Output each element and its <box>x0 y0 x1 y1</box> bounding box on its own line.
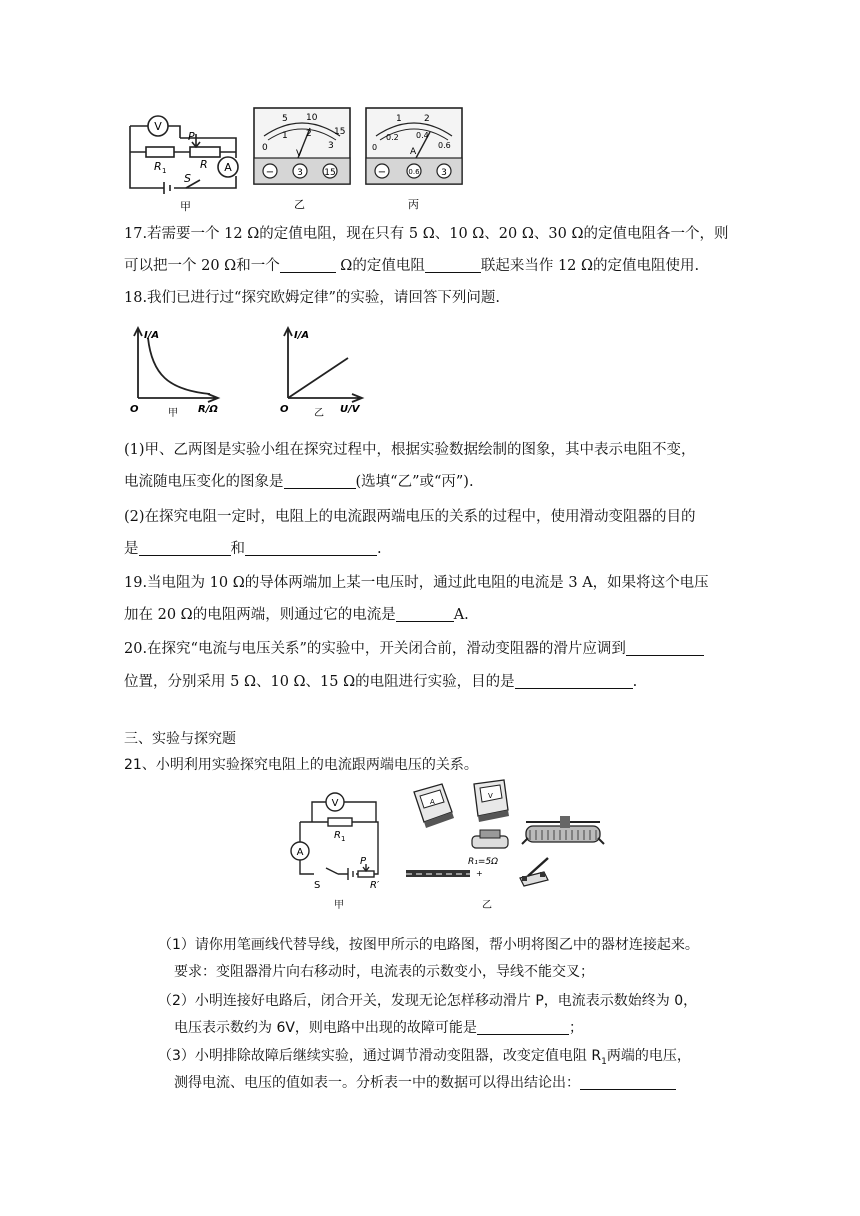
ammeter-bottom-tick-0: 0 <box>372 143 378 152</box>
ammeter-terminal-3: 3 <box>441 168 447 178</box>
q21-p3-line-1 <box>158 1046 691 1072</box>
q18-p1-line-1: (1)甲、乙两图是实验小组在探究过程中，根据实验数据绘制的图象，其中表示电阻不变， <box>124 442 696 458</box>
q20-line-1 <box>124 639 704 659</box>
q20-text-1: 20.在探究“电流与电压关系”的实验中，开关闭合前，滑动变阻器的滑片应调到 <box>124 641 626 657</box>
q20-blank-2[interactable] <box>515 673 633 689</box>
ammeter-dial <box>364 106 464 214</box>
q18-p2-line-1: (2)在探究电阻一定时，电阻上的电流跟两端电压的关系的过程中，使用滑动变阻器的目的 <box>124 509 696 525</box>
q18-p1-text-1: 电流随电压变化的图象是 <box>124 474 284 490</box>
voltmeter-dial <box>252 106 352 214</box>
graph-yi <box>278 324 378 419</box>
q21-slider-label: P <box>360 856 367 867</box>
q21-p2-line-1: （2）小明连接好电路后，闭合开关，发现无论怎样移动滑片 P，电流表示数始终为 0， <box>158 993 698 1009</box>
q21-p2-blank[interactable] <box>477 1019 569 1035</box>
ammeter-terminal-neg: − <box>377 167 387 178</box>
ammeter-terminal-06: 0.6 <box>408 168 420 176</box>
q21-p3-text-3: 测得电流、电压的值如表一。分析表一中的数据可以得出结论出： <box>174 1075 580 1091</box>
q17-text-part-1: 可以把一个 20 Ω和一个 <box>124 258 280 274</box>
q18-p1-line-2 <box>124 472 474 492</box>
voltmeter-terminal-3: 3 <box>297 168 303 178</box>
equipment-battery <box>406 870 470 877</box>
top-ammeter-symbol: A <box>224 161 232 174</box>
voltmeter-symbol: V <box>296 149 303 159</box>
ammeter-symbol: A <box>410 147 417 157</box>
q19-text-2: A. <box>453 607 469 623</box>
q21-equipment-figure <box>402 778 622 912</box>
top-rheostat-label: R <box>200 158 208 171</box>
q18-p1-text-2: (选填“乙”或“丙”). <box>355 474 474 490</box>
q21-circuit-diagram <box>290 792 390 910</box>
q18-p2-blank-2[interactable] <box>245 540 377 556</box>
q21-ammeter-symbol: A <box>296 847 304 858</box>
voltmeter-bottom-tick-2: 2 <box>306 129 312 139</box>
q18-stem: 18.我们已进行过“探究欧姆定律”的实验，请回答下列问题. <box>124 290 500 306</box>
voltmeter-caption: 乙 <box>294 198 305 211</box>
q20-blank-1[interactable] <box>626 640 704 656</box>
graph-jia <box>128 324 228 419</box>
equipment-voltmeter-symbol: V <box>488 792 493 800</box>
equipment-ammeter-symbol: A <box>430 798 435 806</box>
q17-text-part-3: 联起来当作 12 Ω的定值电阻使用. <box>480 258 700 274</box>
voltmeter-bottom-tick-1: 1 <box>282 131 288 141</box>
equipment-ammeter <box>414 784 454 828</box>
voltmeter-top-tick-2: 10 <box>306 113 318 123</box>
q21-p3-subscript: 1 <box>601 1056 607 1067</box>
top-resistor-subscript: 1 <box>162 167 167 175</box>
equipment-voltmeter <box>474 780 509 822</box>
equipment-resistor-label: R₁=5Ω <box>468 857 499 867</box>
voltmeter-terminal-15: 15 <box>324 168 336 178</box>
q21-p2-text-2: ； <box>568 1020 583 1036</box>
top-slider-label: P <box>188 130 195 143</box>
q21-rheostat-label: R′ <box>370 880 380 891</box>
q19-line-1: 19.当电阻为 10 Ω的导体两端加上某一电压时，通过此电阻的电流是 3 A，如果将这个电压 <box>124 575 709 591</box>
q21-p3-text-2: 两端的电压， <box>606 1048 691 1064</box>
equipment-switch <box>520 858 548 886</box>
ammeter-caption: 丙 <box>408 198 419 211</box>
q21-switch-label: S <box>314 880 321 891</box>
q21-p3-blank[interactable] <box>580 1074 676 1090</box>
q18-p2-text-2: 和 <box>230 541 245 557</box>
graph-jia-caption: 甲 <box>168 408 178 419</box>
q19-text-1: 加在 20 Ω的电阻两端，则通过它的电流是 <box>124 607 396 623</box>
q18-p1-blank[interactable] <box>284 473 356 489</box>
graph-yi-xlabel: U/V <box>340 404 360 415</box>
q19-blank[interactable] <box>396 606 454 622</box>
top-circuit-diagram <box>124 108 244 214</box>
q20-text-3: . <box>632 674 638 690</box>
q20-line-2 <box>124 672 637 692</box>
q21-p1-line-1: （1）请你用笔画线代替导线，按图甲所示的电路图，帮小明将图乙中的器材连接起来。 <box>158 937 699 953</box>
graph-yi-origin: O <box>280 404 289 415</box>
q21-p2-line-2 <box>174 1018 583 1038</box>
equipment-plus-mark: + <box>476 869 483 878</box>
q19-line-2 <box>124 605 469 625</box>
ammeter-bottom-tick-3: 0.6 <box>438 141 451 150</box>
q21-resistor-label: R <box>334 830 341 841</box>
ammeter-top-tick-2: 2 <box>424 114 430 124</box>
top-voltmeter-symbol: V <box>154 120 162 133</box>
q21-p2-text-1: 电压表示数约为 6V，则电路中出现的故障可能是 <box>174 1020 477 1036</box>
graph-jia-origin: O <box>130 404 139 415</box>
section-3-title: 三、实验与探究题 <box>124 731 236 747</box>
top-switch-label: S <box>184 172 191 185</box>
q18-p2-text-3: . <box>377 541 382 557</box>
q21-stem: 21、小明利用实验探究电阻上的电流跟两端电压的关系。 <box>124 757 478 773</box>
equipment-resistor <box>472 830 508 848</box>
equipment-rheostat <box>522 816 604 844</box>
q17-text-part-2: Ω的定值电阻 <box>335 258 425 274</box>
q18-p2-blank-1[interactable] <box>139 540 231 556</box>
graph-yi-caption: 乙 <box>314 408 324 419</box>
q21-p3-text-1: （3）小明排除故障后继续实验，通过调节滑动变阻器，改变定值电阻 R <box>158 1048 602 1064</box>
q21-voltmeter-symbol: V <box>331 798 339 809</box>
q17-line-2 <box>124 256 699 276</box>
q21-equipment-caption: 乙 <box>482 900 492 911</box>
top-circuit-caption: 甲 <box>180 200 191 213</box>
q21-resistor-subscript: 1 <box>341 835 346 843</box>
q21-circuit-caption: 甲 <box>334 900 344 911</box>
top-resistor-label: R <box>154 160 162 173</box>
voltmeter-terminal-neg: − <box>265 167 275 178</box>
q18-p2-line-2 <box>124 539 382 559</box>
voltmeter-top-tick-1: 5 <box>282 114 288 124</box>
voltmeter-top-tick-3: 15 <box>334 127 346 137</box>
graph-jia-ylabel: I/A <box>144 330 160 341</box>
q17-blank-2[interactable] <box>425 257 481 273</box>
q17-blank-1[interactable] <box>280 257 336 273</box>
ammeter-top-tick-1: 1 <box>396 114 402 124</box>
ammeter-bottom-tick-1: 0.2 <box>386 133 399 142</box>
graph-jia-xlabel: R/Ω <box>198 404 218 415</box>
q21-p3-line-2 <box>174 1073 676 1093</box>
graph-yi-ylabel: I/A <box>294 330 310 341</box>
q21-p1-line-2: 要求：变阻器滑片向右移动时，电流表的示数变小，导线不能交叉； <box>174 964 594 980</box>
voltmeter-bottom-tick-3: 3 <box>328 141 334 151</box>
voltmeter-bottom-tick-0: 0 <box>262 143 268 153</box>
ammeter-bottom-tick-2: 0.4 <box>416 131 429 140</box>
q17-line-1: 17.若需要一个 12 Ω的定值电阻，现在只有 5 Ω、10 Ω、20 Ω、30 Ω的定值电阻各一个，则 <box>124 226 729 242</box>
q18-p2-text-1: 是 <box>124 541 139 557</box>
q20-text-2: 位置，分别采用 5 Ω、10 Ω、15 Ω的电阻进行实验，目的是 <box>124 674 515 690</box>
